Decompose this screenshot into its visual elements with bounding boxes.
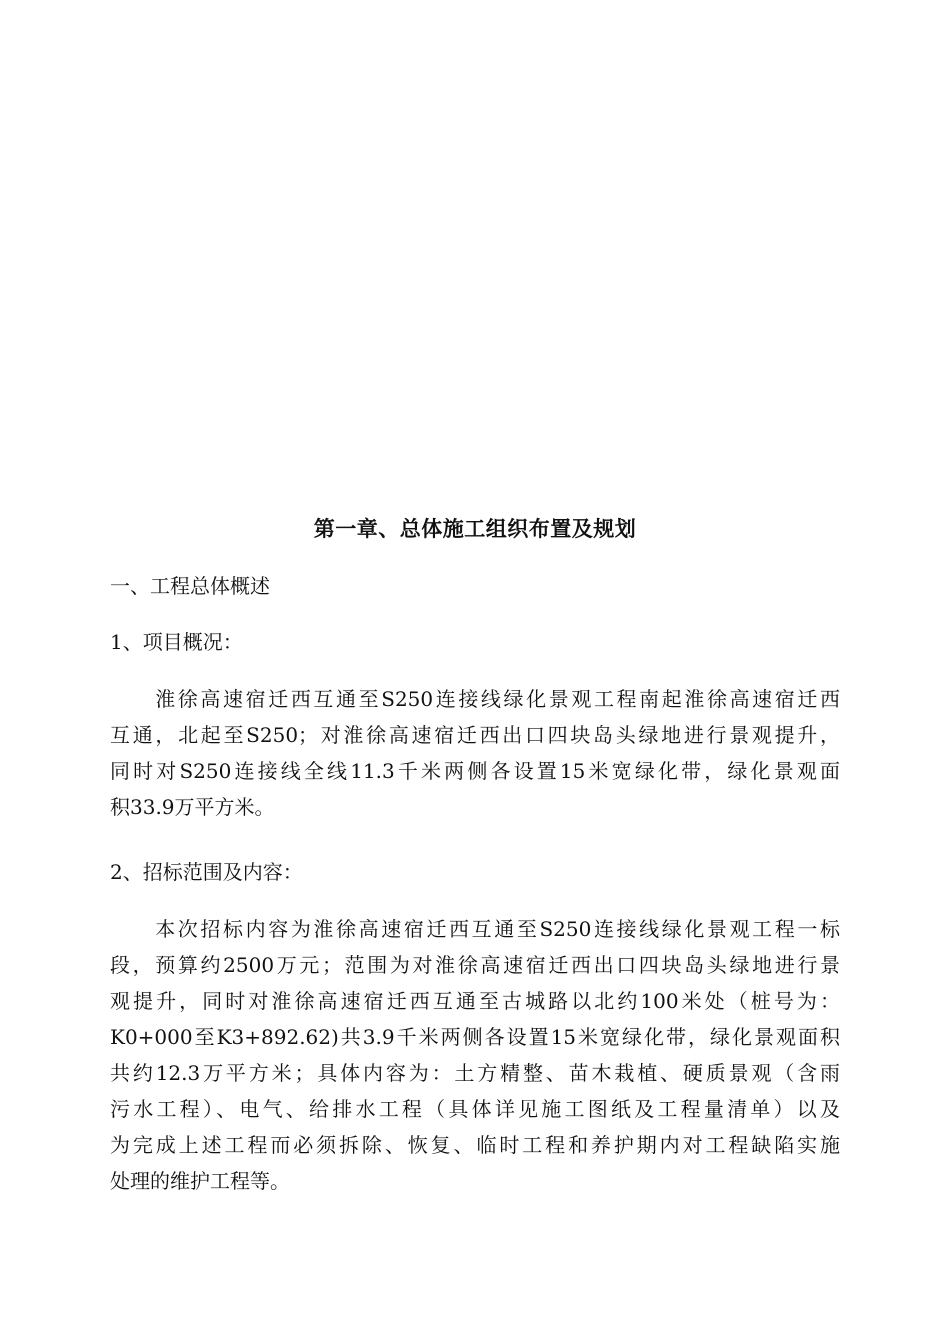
paragraph-line: 观提升，同时对淮徐高速宿迁西互通至古城路以北约100米处（桩号为： [110, 989, 840, 1013]
paragraph-line: 淮徐高速宿迁西互通至S250连接线绿化景观工程南起淮徐高速宿迁西 [110, 687, 840, 711]
project-overview-paragraph [110, 681, 840, 825]
paragraph-line: 为完成上述工程而必须拆除、恢复、临时工程和养护期内对工程缺陷实施 [110, 1133, 840, 1157]
chapter-title: 第一章、总体施工组织布置及规划 [313, 516, 637, 541]
paragraph-line: 互通，北起至S250；对淮徐高速宿迁西出口四块岛头绿地进行景观提升， [110, 723, 840, 747]
tender-scope-paragraph [110, 911, 840, 1199]
paragraph-line: 共约12.3万平方米；具体内容为：土方精整、苗木栽植、硬质景观（含雨 [110, 1061, 840, 1085]
paragraph-line: 本次招标内容为淮徐高速宿迁西互通至S250连接线绿化景观工程一标 [110, 917, 840, 941]
section-heading: 一、工程总体概述 [110, 574, 270, 598]
item2-heading: 2、招标范围及内容： [110, 860, 303, 884]
item1-heading: 1、项目概况： [110, 630, 243, 654]
paragraph-line: 段，预算约2500万元；范围为对淮徐高速宿迁西出口四块岛头绿地进行景 [110, 953, 840, 977]
paragraph-line: 污水工程）、电气、给排水工程（具体详见施工图纸及工程量清单）以及 [110, 1097, 840, 1121]
paragraph-line: 处理的维护工程等。 [110, 1169, 290, 1193]
paragraph-line: K0+000至K3+892.62)共3.9千米两侧各设置15米宽绿化带，绿化景观面积 [110, 1025, 840, 1049]
paragraph-line: 同时对S250连接线全线11.3千米两侧各设置15米宽绿化带，绿化景观面 [110, 759, 840, 783]
paragraph-line: 积33.9万平方米。 [110, 795, 275, 819]
